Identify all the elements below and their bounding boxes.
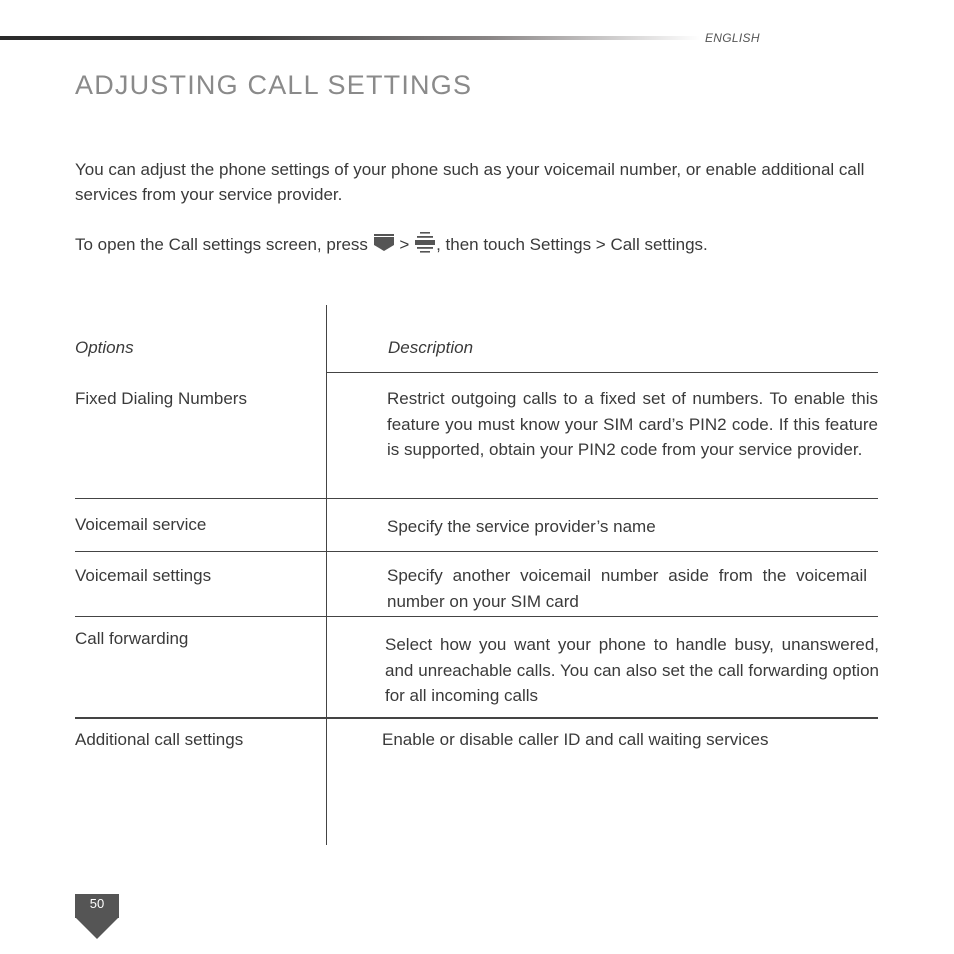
- instruction-separator: >: [399, 235, 410, 254]
- page-title: ADJUSTING CALL SETTINGS: [75, 70, 473, 100]
- option-additional-call-settings: Additional call settings: [75, 730, 244, 749]
- description-additional-call-settings: Enable or disable caller ID and call waiting services: [382, 730, 769, 749]
- option-call-forwarding: Call forwarding: [75, 629, 189, 648]
- header-description: Description: [388, 338, 474, 357]
- page-number: 50: [75, 894, 119, 914]
- description-voicemail-service: Specify the service provider’s name: [387, 517, 656, 536]
- instruction-text-after: , then touch Settings > Call settings.: [436, 235, 708, 254]
- page-marker-arrow: [75, 917, 119, 939]
- instruction-text-before: To open the Call settings screen, press: [75, 235, 368, 254]
- header-options: Options: [75, 338, 134, 357]
- instruction-paragraph: [75, 232, 881, 257]
- row-divider: [326, 372, 878, 373]
- intro-paragraph: You can adjust the phone settings of your phone such as your voicemail number, or enable additional call services from your service provider.: [75, 160, 865, 204]
- header-rule: [0, 36, 700, 40]
- column-divider: [326, 305, 327, 845]
- menu-key-icon: [414, 232, 436, 254]
- row-divider: [75, 717, 878, 719]
- option-voicemail-service: Voicemail service: [75, 515, 207, 534]
- description-fixed-dialing: Restrict outgoing calls to a fixed set of numbers. To enable this feature you must know your SIM card’s PIN2 code. If this feature is supported, obtain your PIN2 code from your service provider.: [387, 389, 878, 459]
- language-label: ENGLISH: [705, 31, 760, 45]
- row-divider: [75, 498, 878, 499]
- description-voicemail-settings: Specify another voicemail number aside from the voicemail number on your SIM card: [387, 566, 867, 611]
- option-fixed-dialing: Fixed Dialing Numbers: [75, 389, 247, 408]
- row-divider: [75, 616, 878, 617]
- option-voicemail-settings: Voicemail settings: [75, 566, 212, 585]
- row-divider: [75, 551, 878, 552]
- home-key-icon: [373, 232, 395, 254]
- description-call-forwarding: Select how you want your phone to handle busy, unanswered, and unreachable calls. You can also set the call forwarding option for all incoming calls: [385, 635, 879, 705]
